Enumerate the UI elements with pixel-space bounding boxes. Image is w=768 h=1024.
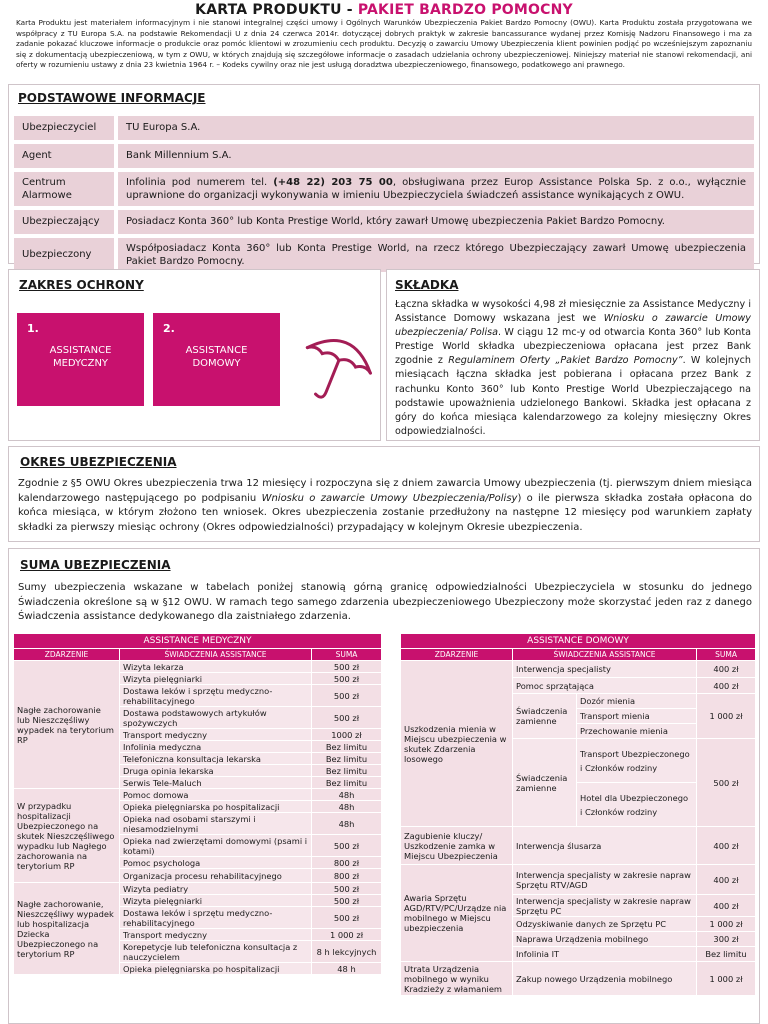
table-row: Nagłe zachorowanie lub Nieszczęśliwy wypadek na terytorium RP Wizyta lekarza 500 zł	[14, 661, 382, 673]
alternative-benefits-label: Świadczenia zamienne	[513, 739, 577, 827]
table-row: Opieka nad zwierzętami domowymi (psami i kotami) 500 zł	[14, 835, 382, 857]
event-cell: Zagubienie kluczy/ Uszkodzenie zamka w Miejscu Ubezpieczenia	[401, 827, 513, 865]
tile-assistance-home	[153, 313, 280, 406]
table-row: Transport medyczny 1000 zł	[14, 729, 382, 741]
col-event: ZDARZENIE	[14, 649, 120, 661]
basic-info-title: PODSTAWOWE INFORMACJE	[18, 91, 206, 105]
page-title	[0, 2, 768, 18]
info-row	[14, 144, 754, 168]
info-row	[14, 172, 754, 206]
sum-title: SUMA UBEZPIECZENIA	[20, 558, 171, 572]
table-row: Opieka pielęgniarska po hospitalizacji 48 h	[14, 963, 382, 975]
medical-table-title: ASSISTANCE MEDYCZNY	[14, 634, 382, 649]
table-row: Wizyta pielęgniarki 500 zł	[14, 673, 382, 685]
table-row: Transport medyczny 1 000 zł	[14, 929, 382, 941]
info-value	[118, 172, 754, 206]
table-row: Serwis Tele-Maluch Bez limitu	[14, 777, 382, 789]
table-row: Odzyskiwanie danych ze Sprzętu PC 1 000 zł	[401, 917, 756, 932]
table-row: Transport mienia	[401, 709, 756, 724]
info-key: Ubezpieczający	[14, 210, 118, 234]
tile-number: 1.	[27, 322, 39, 335]
col-benefit: ŚWIADCZENIA ASSISTANCE	[120, 649, 312, 661]
col-benefit: ŚWIADCZENIA ASSISTANCE	[513, 649, 697, 661]
info-row	[14, 238, 754, 272]
tile-label: ASSISTANCE MEDYCZNY	[49, 345, 112, 369]
title-product: PAKIET BARDZO POMOCNY	[357, 2, 573, 18]
premium-title: SKŁADKA	[395, 278, 459, 292]
table-row: Wizyta pielęgniarki 500 zł	[14, 895, 382, 907]
table-row: Organizacja procesu rehabilitacyjnego 800 zł	[14, 869, 382, 883]
table-row: Nagłe zachorowanie, Nieszczęśliwy wypadek lub hospitalizacja Dziecka Ubezpieczonego na terytorium RP Wizyta pediatry 500 zł	[14, 883, 382, 895]
table-row: Opieka nad osobami starszymi i niesamodzielnymi 48h	[14, 813, 382, 835]
table-row: Pomoc psychologa 800 zł	[14, 857, 382, 869]
info-row	[14, 210, 754, 234]
info-key: Centrum Alarmowe	[14, 172, 118, 206]
info-value: Współposiadacz Konta 360° lub Konta Prestige World, na rzecz którego Ubezpieczający zawarł Umowę ubezpieczenia Pakiet Bardzo Pomocny.	[118, 238, 754, 272]
premium-text: Łączna składka w wysokości 4,98 zł miesięcznie za Assistance Medyczny i Assistance Domowy wskazana jest we Wniosku o zawarcie Umowy ubezpieczenia/ Polisa. W ciągu 12 mc-y od otwarcia Konta 360° lub Konta Prestige World składka ubezpieczeniowa opłacana jest przez Bank zgodnie z Regulaminem Oferty „Pakiet Bardzo Pomocny”. W kolejnych miesiącach łączna składka jest pobierana i opłacana przez Bank z rachunku Konto 360° lub Konto Prestige World Ubezpieczającego na podstawie upoważnienia udzielonego Bankowi. Składka jest opłacana z góry do końca miesiąca kalendarzowego za kolejny miesięczny Okres odpowiedzialności.	[395, 299, 751, 437]
period-section	[8, 446, 760, 542]
intro-text: Karta Produktu jest materiałem informacyjnym i nie stanowi integralnej części umowy i Ogólnych Warunków Ubezpieczenia Pakiet Bardzo Pomocny (OWU). Karta Produktu została przygotowana we współpracy z TU Europa S.A. na podstawie Rekomendacji U z dnia 24 czerwca 2014r. dotyczącej dobrych praktyk w zakresie bancassurance wydanej przez Komisję Nadzoru Finansowego i ma za zadanie pokazać kluczowe informacje o produkcie oraz pomóc klientowi w zrozumieniu cech produktu. Decyzję o zawarciu Umowy Ubezpieczenia klient powinien podjąć po wcześniejszym zapoznaniu się z dokumentacją ubezpieczeniową, w tym z OWU, w których znajdują się szczegółowe informacje o zasadach udzielania ochrony ubezpieczeniowej. Niniejszy materiał nie stanowi rekomendacji, ani oferty w rozumieniu ustawy z dnia 23 kwietnia 1964 r. – Kodeks cywilny oraz nie jest usługą doradztwa ubezpieczeniowego, finansowego, podatkowego ani prawnego.	[16, 18, 752, 70]
info-value: TU Europa S.A.	[118, 116, 754, 140]
info-value-post: , obsługiwana przez Europ Assistance Polska Sp. z o.o., wyłącznie uprawnione do organizacji wykonywania w imieniu Ubezpieczyciela świadczeń assistance wynikających z OWU.	[126, 176, 746, 201]
alternative-benefits-label: Świadczenia zamienne	[513, 694, 577, 739]
basic-info-table	[14, 112, 754, 276]
period-title: OKRES UBEZPIECZENIA	[20, 455, 177, 469]
home-assistance-table	[400, 633, 756, 996]
table-row: Dostawa leków i sprzętu medyczno-rehabilitacyjnego 500 zł	[14, 907, 382, 929]
table-row: Hotel dla Ubezpieczonego i Członków rodziny	[401, 783, 756, 827]
table-row: Dostawa leków i sprzętu medyczno-rehabilitacyjnego 500 zł	[14, 685, 382, 707]
info-value: Posiadacz Konta 360° lub Konta Prestige World, który zawarł Umowę ubezpieczenia Pakiet Bardzo Pomocny.	[118, 210, 754, 234]
info-value-pre: Infolinia pod numerem tel.	[126, 176, 274, 188]
info-key: Ubezpieczyciel	[14, 116, 118, 140]
table-row: W przypadku hospitalizacji Ubezpieczonego na skutek Nieszczęśliwego wypadku lub Nagłego zachorowania na terytorium RP Pomoc domowa 48h	[14, 789, 382, 801]
table-row: Druga opinia lekarska Bez limitu	[14, 765, 382, 777]
table-row: Infolinia medyczna Bez limitu	[14, 741, 382, 753]
event-cell: W przypadku hospitalizacji Ubezpieczonego na skutek Nieszczęśliwego wypadku lub Nagłego zachorowania na terytorium RP	[14, 789, 120, 883]
table-row: Telefoniczna konsultacja lekarska Bez limitu	[14, 753, 382, 765]
col-sum: SUMA	[312, 649, 382, 661]
table-row: Interwencja specjalisty w zakresie napraw Sprzętu PC 400 zł	[401, 895, 756, 917]
event-cell: Uszkodzenia mienia w Miejscu ubezpieczenia w skutek Zdarzenia losowego	[401, 661, 513, 827]
info-key: Agent	[14, 144, 118, 168]
medical-assistance-table	[13, 633, 382, 975]
period-text: Zgodnie z §5 OWU Okres ubezpieczenia trwa 12 miesięcy i rozpoczyna się z dniem zawarcia Umowy ubezpieczenia (tj. pierwszym dniem miesiąca kalendarzowego następującego po podpisaniu Wniosku o zawarcie Umowy Ubezpieczenia/Polisy) o ile pierwsza składka została opłacona do końca miesiąca, w którym złożono ten wniosek. Okres ubezpieczenia zostanie przedłużony na następne 12 miesięcy pod warunkiem zapłaty składki za pierwszy miesiąc ochrony (Okres odpowiedzialności) przypadający w kolejnym Okresie ubezpieczenia.	[18, 478, 752, 533]
sum-text: Sumy ubezpieczenia wskazane w tabelach poniżej stanowią górną granicę odpowiedzialności Ubezpieczyciela w stosunku do jednego Świadczenia określone są w §12 OWU. W ramach tego samego zdarzenia ubezpieczeniowego Ubezpieczony może skorzystać jeden raz z danego Świadczenia assistance dedykowanego dla zaistniałego zdarzenia.	[18, 582, 752, 622]
table-row: Naprawa Urządzenia mobilnego 300 zł	[401, 932, 756, 947]
table-row: Infolinia IT Bez limitu	[401, 947, 756, 962]
home-table-title: ASSISTANCE DOMOWY	[401, 634, 756, 649]
table-row: Świadczenia zamienne Dozór mienia 1 000 zł	[401, 694, 756, 709]
col-sum: SUMA	[697, 649, 756, 661]
tile-assistance-medical	[17, 313, 144, 406]
table-row: Awaria Sprzętu AGD/RTV/PC/Urządze nia mobilnego w Miejscu ubezpieczenia Interwencja specjalisty w zakresie napraw Sprzętu RTV/AGD 400 zł	[401, 865, 756, 895]
table-row: Dostawa podstawowych artykułów spożywczych 500 zł	[14, 707, 382, 729]
alarm-phone: (+48 22) 203 75 00	[273, 176, 393, 188]
tile-label: ASSISTANCE DOMOWY	[185, 345, 248, 369]
table-row: Zagubienie kluczy/ Uszkodzenie zamka w Miejscu Ubezpieczenia Interwencja ślusarza 400 zł	[401, 827, 756, 865]
scope-title: ZAKRES OCHRONY	[19, 278, 144, 292]
table-row: Korepetycje lub telefoniczna konsultacja z nauczycielem 8 h lekcyjnych	[14, 941, 382, 963]
title-prefix: KARTA PRODUKTU -	[195, 2, 358, 18]
table-row: Uszkodzenia mienia w Miejscu ubezpieczenia w skutek Zdarzenia losowego Interwencja specjalisty 400 zł	[401, 661, 756, 678]
event-cell: Awaria Sprzętu AGD/RTV/PC/Urządze nia mobilnego w Miejscu ubezpieczenia	[401, 865, 513, 962]
table-row: Świadczenia zamienne Transport Ubezpieczonego i Członków rodziny 500 zł	[401, 739, 756, 783]
umbrella-icon	[297, 320, 377, 410]
col-event: ZDARZENIE	[401, 649, 513, 661]
table-row: Utrata Urządzenia mobilnego w wyniku Kradzieży z włamaniem Zakup nowego Urządzenia mobilnego 1 000 zł	[401, 962, 756, 996]
info-row	[14, 116, 754, 140]
table-row: Pomoc sprzątająca 400 zł	[401, 678, 756, 694]
event-cell: Nagłe zachorowanie lub Nieszczęśliwy wypadek na terytorium RP	[14, 661, 120, 789]
event-cell: Utrata Urządzenia mobilnego w wyniku Kradzieży z włamaniem	[401, 962, 513, 996]
info-value: Bank Millennium S.A.	[118, 144, 754, 168]
table-row: Opieka pielęgniarska po hospitalizacji 48h	[14, 801, 382, 813]
tile-number: 2.	[163, 322, 175, 335]
premium-section	[386, 269, 760, 441]
event-cell: Nagłe zachorowanie, Nieszczęśliwy wypadek lub hospitalizacja Dziecka Ubezpieczonego na terytorium RP	[14, 883, 120, 975]
info-key: Ubezpieczony	[14, 238, 118, 272]
scope-section	[8, 269, 381, 441]
table-row: Przechowanie mienia	[401, 724, 756, 739]
